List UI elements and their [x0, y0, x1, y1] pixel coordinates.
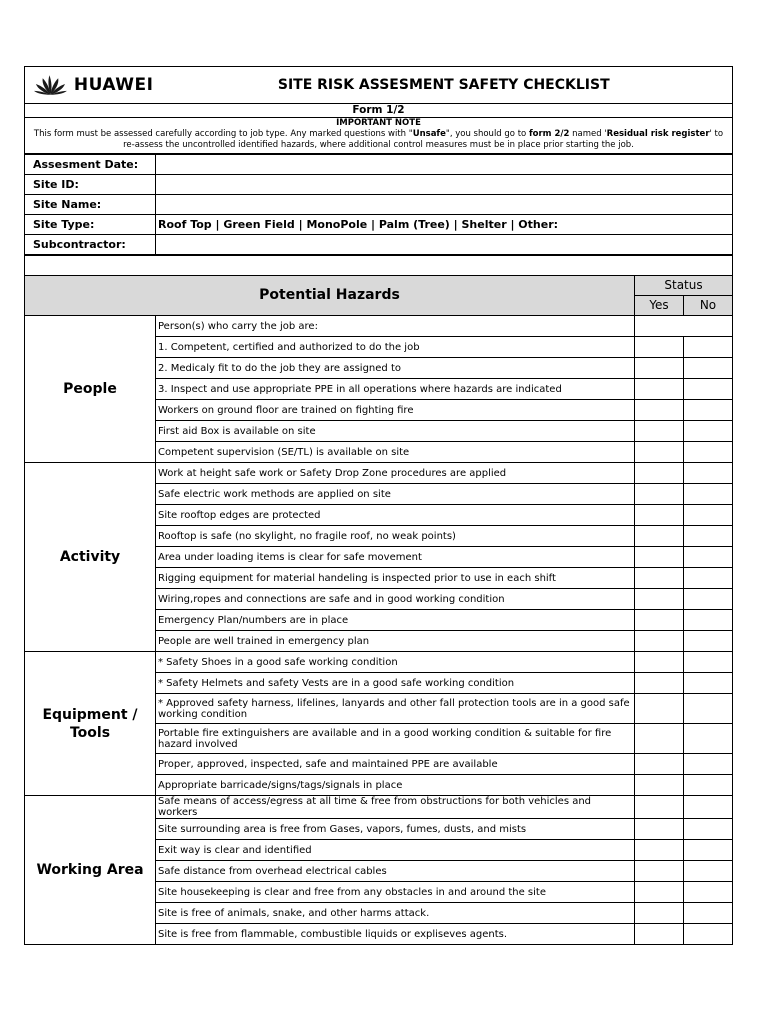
hazard-item: Safe electric work methods are applied on site — [156, 484, 635, 505]
yes-checkbox-cell[interactable] — [635, 589, 684, 610]
no-checkbox-cell[interactable] — [684, 882, 733, 903]
no-checkbox-cell[interactable] — [684, 724, 733, 754]
hazard-item: Area under loading items is clear for safe movement — [156, 547, 635, 568]
hazard-item: Emergency Plan/numbers are in place — [156, 610, 635, 631]
note-title: IMPORTANT NOTE — [336, 118, 421, 128]
info-label: Assesment Date: — [25, 154, 156, 175]
no-checkbox-cell[interactable] — [684, 484, 733, 505]
hazard-item: Work at height safe work or Safety Drop Zone procedures are applied — [156, 463, 635, 484]
note-text-1: This form must be assessed carefully according to job type. Any marked questions with " — [33, 129, 413, 139]
hazard-item: Site is free of animals, snake, and other harms attack. — [156, 903, 635, 924]
logo-cell — [25, 67, 156, 104]
note-unsafe: Unsafe — [412, 129, 446, 139]
hazard-item: Safe distance from overhead electrical cables — [156, 861, 635, 882]
info-row — [25, 154, 733, 175]
no-checkbox-cell[interactable] — [684, 568, 733, 589]
hazard-item: People are well trained in emergency plan — [156, 631, 635, 652]
no-checkbox-cell[interactable] — [684, 652, 733, 673]
yes-checkbox-cell[interactable] — [635, 442, 684, 463]
checklist-row — [25, 316, 733, 337]
no-checkbox-cell[interactable] — [684, 754, 733, 775]
info-row — [25, 195, 733, 215]
yes-checkbox-cell[interactable] — [635, 547, 684, 568]
hazard-item: Workers on ground floor are trained on fighting fire — [156, 400, 635, 421]
note-text-2: ", you should go to — [445, 129, 529, 139]
table-header — [25, 276, 733, 296]
info-row — [25, 215, 733, 235]
no-checkbox-cell[interactable] — [684, 505, 733, 526]
hazard-item: 3. Inspect and use appropriate PPE in all operations where hazards are indicated — [156, 379, 635, 400]
important-note — [25, 118, 733, 155]
yes-checkbox-cell[interactable] — [635, 358, 684, 379]
info-value-field[interactable] — [156, 235, 733, 256]
hazard-item: Safe means of access/egress at all time & free from obstructions for both vehicles and workers — [156, 796, 635, 819]
category-label: Equipment / Tools — [25, 652, 156, 796]
no-checkbox-cell[interactable] — [684, 526, 733, 547]
no-checkbox-cell[interactable] — [684, 861, 733, 882]
no-checkbox-cell[interactable] — [684, 775, 733, 796]
checklist-table — [24, 66, 733, 945]
status-header: Status — [635, 276, 733, 296]
huawei-petal-logo-icon — [33, 74, 68, 96]
info-value-field[interactable]: Roof Top | Green Field | MonoPole | Palm (Tree) | Shelter | Other: — [156, 215, 733, 235]
yes-checkbox-cell[interactable] — [635, 631, 684, 652]
info-label: Site Name: — [25, 195, 156, 215]
hazard-item: 2. Medicaly fit to do the job they are assigned to — [156, 358, 635, 379]
form-number: Form 1/2 — [25, 104, 733, 118]
yes-checkbox-cell[interactable] — [635, 754, 684, 775]
hazard-item: Site housekeeping is clear and free from any obstacles in and around the site — [156, 882, 635, 903]
yes-checkbox-cell[interactable] — [635, 903, 684, 924]
no-checkbox-cell[interactable] — [684, 547, 733, 568]
hazard-item: Portable fire extinguishers are available and in a good working condition & suitable for fire hazard involved — [156, 724, 635, 754]
no-checkbox-cell[interactable] — [684, 903, 733, 924]
hazard-item: * Safety Shoes in a good safe working condition — [156, 652, 635, 673]
hazard-item: 1. Competent, certified and authorized to do the job — [156, 337, 635, 358]
hazard-item: * Safety Helmets and safety Vests are in a good safe working condition — [156, 673, 635, 694]
hazard-item: First aid Box is available on site — [156, 421, 635, 442]
yes-header: Yes — [635, 296, 684, 316]
category-label: Activity — [25, 463, 156, 652]
yes-checkbox-cell[interactable] — [635, 924, 684, 945]
hazard-item: Exit way is clear and identified — [156, 840, 635, 861]
yes-checkbox-cell[interactable] — [635, 337, 684, 358]
info-label: Subcontractor: — [25, 235, 156, 256]
yes-checkbox-cell[interactable] — [635, 861, 684, 882]
hazard-item: Wiring,ropes and connections are safe and in good working condition — [156, 589, 635, 610]
brand-name: HUAWEI — [73, 74, 154, 95]
no-checkbox-cell[interactable] — [684, 610, 733, 631]
category-label: Working Area — [25, 796, 156, 945]
no-checkbox-cell[interactable] — [684, 589, 733, 610]
yes-checkbox-cell[interactable] — [635, 694, 684, 724]
hazard-item: Person(s) who carry the job are: — [156, 316, 635, 337]
hazard-item: * Approved safety harness, lifelines, lanyards and other fall protection tools are in a good safe working condition — [156, 694, 635, 724]
yes-checkbox-cell[interactable] — [635, 526, 684, 547]
page-title: SITE RISK ASSESMENT SAFETY CHECKLIST — [156, 67, 733, 104]
category-label: People — [25, 316, 156, 463]
no-checkbox-cell[interactable] — [684, 694, 733, 724]
info-value-field[interactable] — [156, 154, 733, 175]
no-header: No — [684, 296, 733, 316]
yes-checkbox-cell[interactable] — [635, 400, 684, 421]
spacer-row — [25, 255, 733, 276]
yes-checkbox-cell[interactable] — [635, 775, 684, 796]
yes-checkbox-cell[interactable] — [635, 484, 684, 505]
yes-checkbox-cell[interactable] — [635, 652, 684, 673]
yes-checkbox-cell[interactable] — [635, 673, 684, 694]
no-checkbox-cell[interactable] — [684, 358, 733, 379]
checklist-row — [25, 652, 733, 673]
brand-logo — [27, 74, 154, 96]
no-checkbox-cell[interactable] — [684, 631, 733, 652]
no-checkbox-cell[interactable] — [684, 796, 733, 819]
spacer-cell — [25, 255, 733, 276]
info-label: Site Type: — [25, 215, 156, 235]
hazard-item: Proper, approved, inspected, safe and maintained PPE are available — [156, 754, 635, 775]
yes-checkbox-cell[interactable] — [635, 840, 684, 861]
info-value-field[interactable] — [156, 175, 733, 195]
yes-checkbox-cell[interactable] — [635, 505, 684, 526]
yes-checkbox-cell[interactable] — [635, 796, 684, 819]
yes-checkbox-cell[interactable] — [635, 568, 684, 589]
hazard-item: Competent supervision (SE/TL) is available on site — [156, 442, 635, 463]
yes-checkbox-cell[interactable] — [635, 882, 684, 903]
info-value-field[interactable] — [156, 195, 733, 215]
no-checkbox-cell[interactable] — [684, 379, 733, 400]
info-row — [25, 175, 733, 195]
yes-checkbox-cell[interactable] — [635, 421, 684, 442]
no-checkbox-cell[interactable] — [684, 673, 733, 694]
checklist-sheet — [24, 66, 732, 945]
checklist-row — [25, 463, 733, 484]
no-checkbox-cell[interactable] — [684, 840, 733, 861]
yes-checkbox-cell[interactable] — [635, 819, 684, 840]
hazards-header: Potential Hazards — [25, 276, 635, 316]
no-checkbox-cell[interactable] — [684, 400, 733, 421]
yes-checkbox-cell[interactable] — [635, 463, 684, 484]
yes-checkbox-cell[interactable] — [635, 724, 684, 754]
no-checkbox-cell[interactable] — [684, 421, 733, 442]
hazard-item: Appropriate barricade/signs/tags/signals in place — [156, 775, 635, 796]
no-checkbox-cell[interactable] — [684, 337, 733, 358]
note-text-4: ' to re-assess the uncontrolled identified hazards, where additional control measures must be in place prior starting the job. — [123, 129, 724, 150]
info-row — [25, 235, 733, 256]
hazard-item: Site surrounding area is free from Gases, vapors, fumes, dusts, and mists — [156, 819, 635, 840]
yes-checkbox-cell[interactable] — [635, 610, 684, 631]
hazard-item: Rooftop is safe (no skylight, no fragile roof, no weak points) — [156, 526, 635, 547]
note-form: form 2/2 — [528, 129, 570, 139]
checklist-row — [25, 796, 733, 819]
note-register: Residual risk register — [606, 129, 710, 139]
yes-checkbox-cell[interactable] — [635, 379, 684, 400]
hazard-item: Rigging equipment for material handeling is inspected prior to use in each shift — [156, 568, 635, 589]
hazard-item: Site is free from flammable, combustible liquids or expliseves agents. — [156, 924, 635, 945]
hazard-item: Site rooftop edges are protected — [156, 505, 635, 526]
info-label: Site ID: — [25, 175, 156, 195]
no-checkbox-cell[interactable] — [684, 924, 733, 945]
no-checkbox-cell[interactable] — [684, 442, 733, 463]
no-checkbox-cell[interactable] — [684, 819, 733, 840]
no-checkbox-cell[interactable] — [684, 463, 733, 484]
status-blank-cell — [635, 316, 733, 337]
note-text-3: named ' — [569, 129, 607, 139]
